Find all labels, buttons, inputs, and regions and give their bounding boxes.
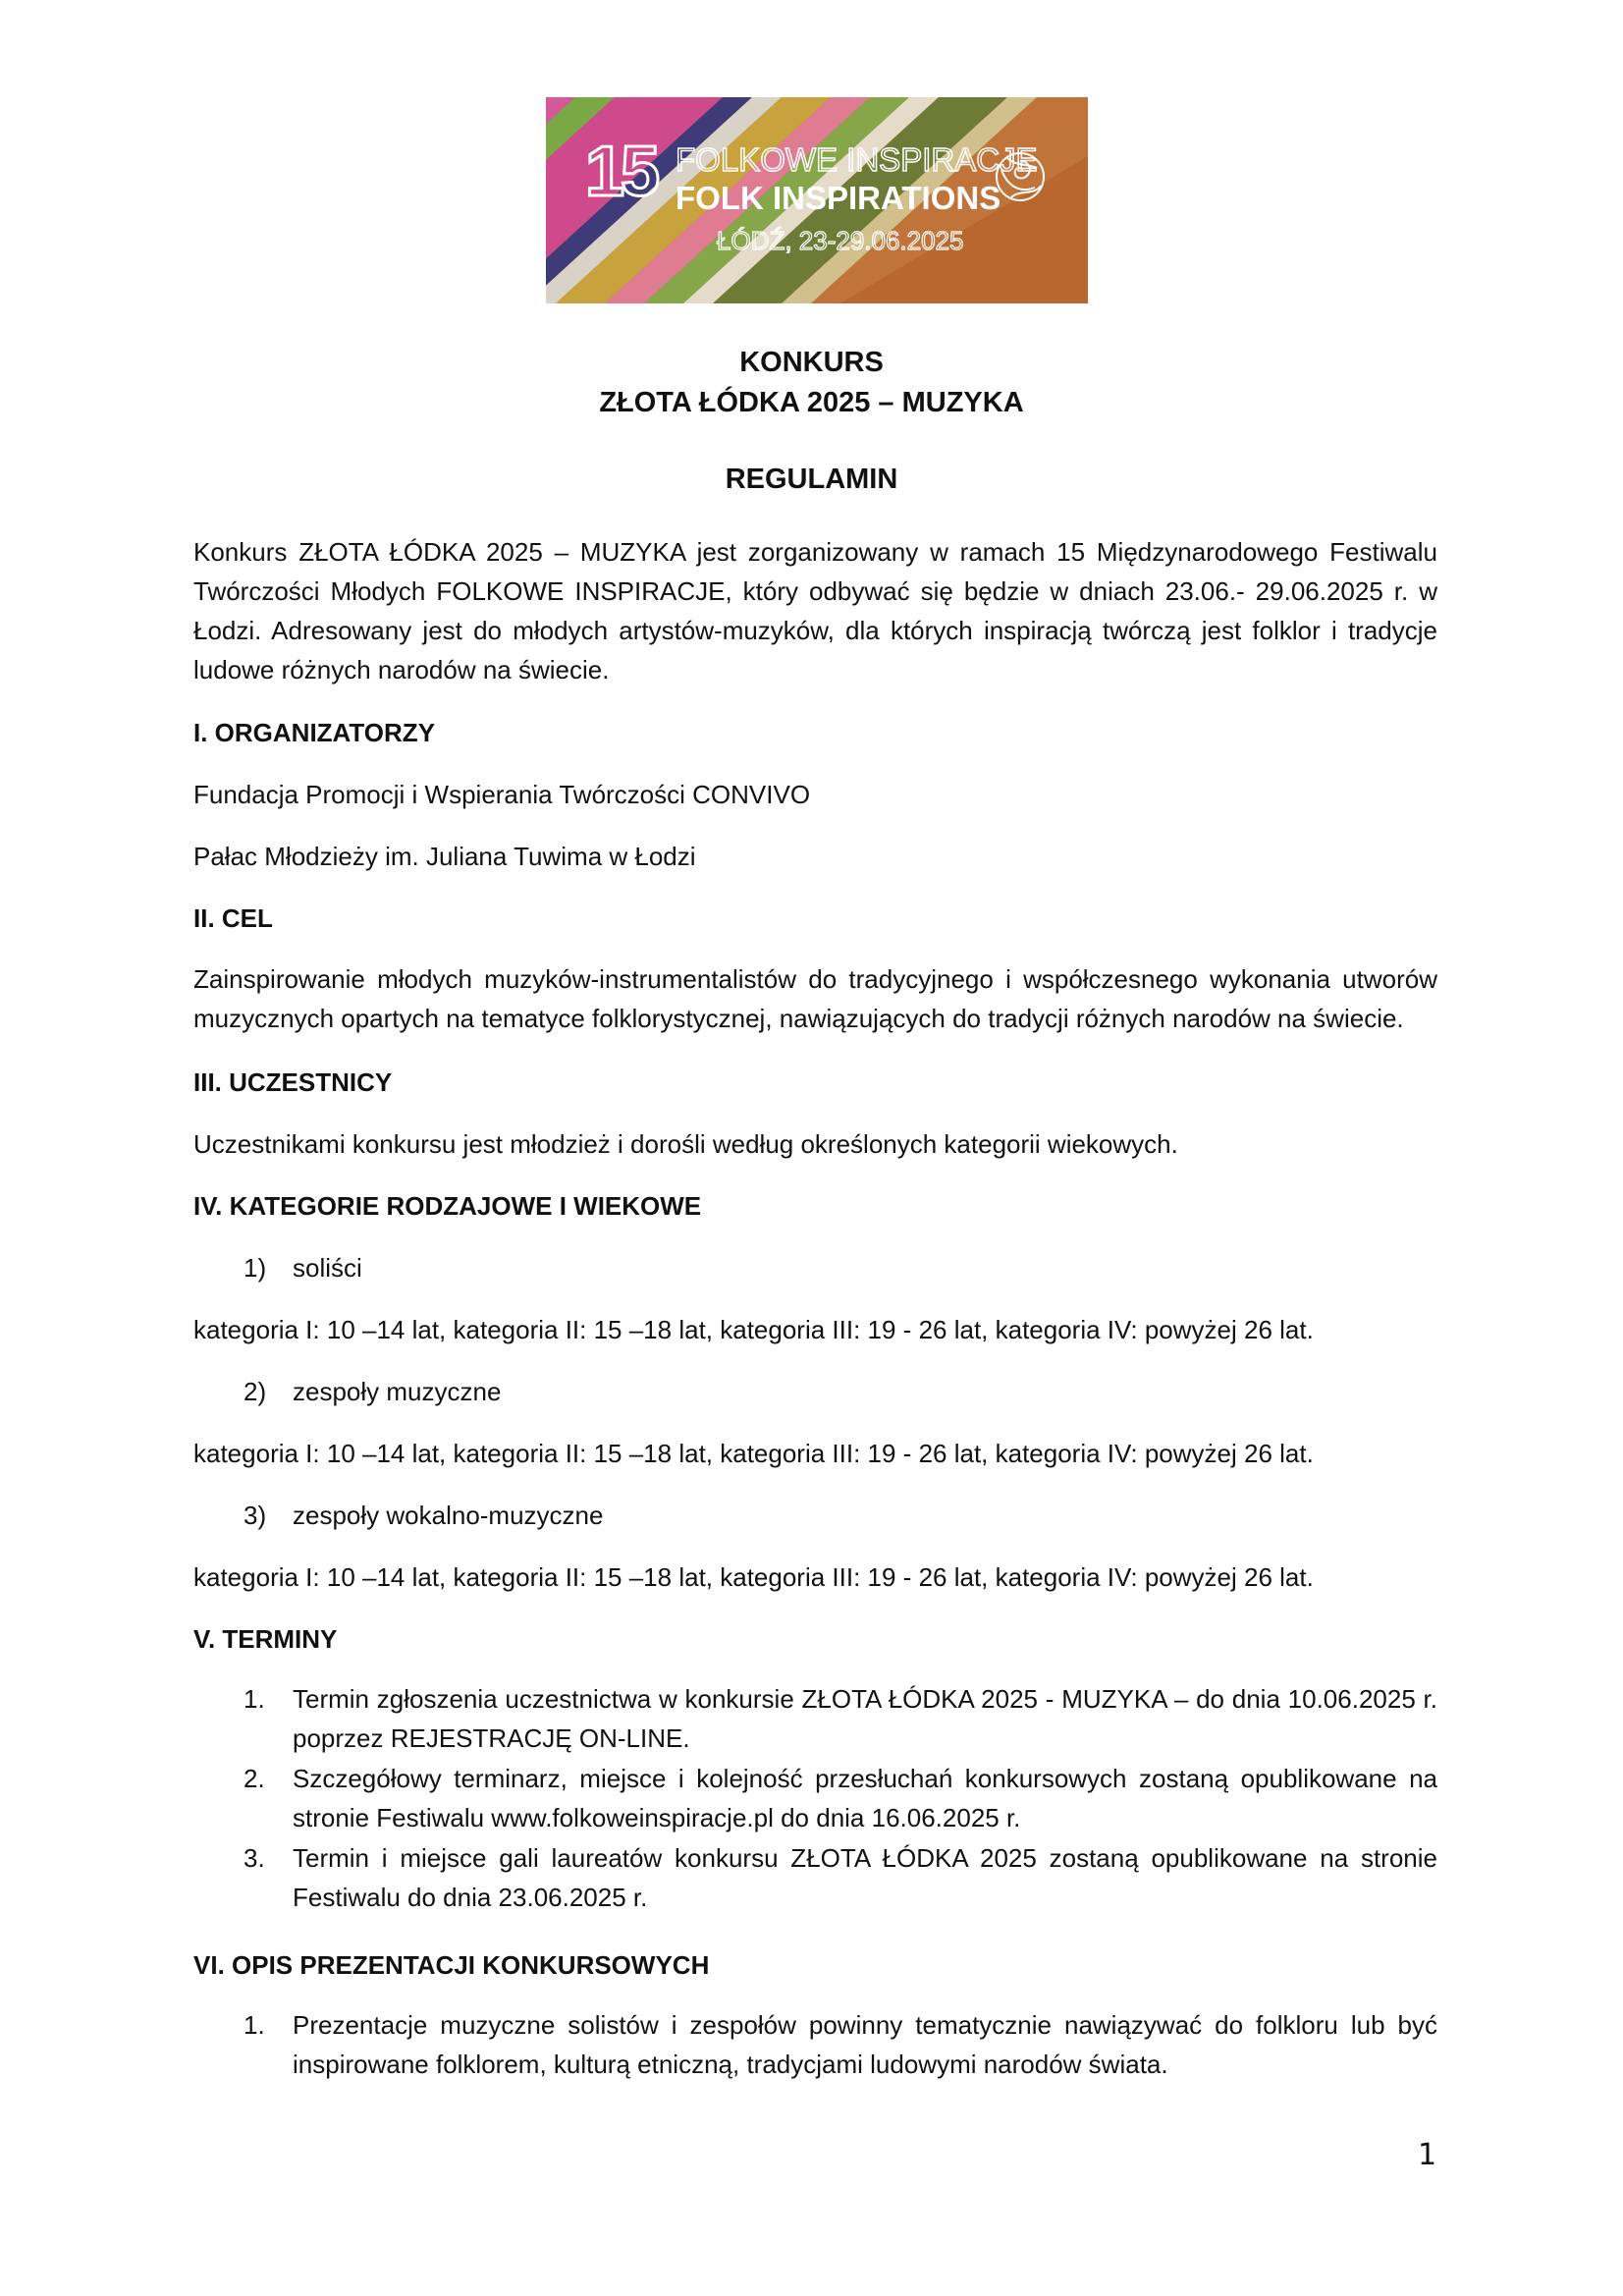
banner-number: 15 (585, 133, 657, 211)
category-ages: kategoria I: 10 –14 lat, kategoria II: 15 –18 lat, kategoria III: 19 - 26 lat, kategoria IV: powyżej 26 lat. (193, 1315, 1314, 1344)
doc-title-konkurs: KONKURS (739, 347, 884, 378)
heading-participants: III. UCZESTNICY (193, 1067, 393, 1097)
presentation-item (243, 2005, 1437, 2084)
presentation-text: Prezentacje muzyczne solistów i zespołów powinny tematycznie nawiązywać do folkloru lub być inspirowane folklorem, kulturą etniczną, tradycjami ludowymi narodów świata. (293, 2010, 1437, 2079)
category-item (243, 1503, 603, 1528)
terms-item (243, 1679, 1437, 1758)
list-number: 3) (243, 1501, 267, 1530)
intro-paragraph: Konkurs ZŁOTA ŁÓDKA 2025 – MUZYKA jest zorganizowany w ramach 15 Międzynarodowego Festiwalu Twórczości Młodych FOLKOWE INSPIRACJE, który odbywać się będzie w dniach 23.06.- 29.06.2025 r. w Łodzi. Adresowany jest do młodych artystów-muzyków, dla których inspiracją twórczą jest folklor i tradycje ludowe różnych narodów na świecie. (193, 537, 1437, 684)
list-number: 1. (243, 2010, 265, 2040)
doc-title-contest: ZŁOTA ŁÓDKA 2025 – MUZYKA (599, 387, 1024, 418)
banner-title-en: FOLK INSPIRATIONS (676, 180, 1001, 216)
organizer-1: Fundacja Promocji i Wspierania Twórczości CONVIVO (193, 780, 811, 809)
rose-icon (990, 146, 1051, 207)
list-number: 1. (243, 1684, 265, 1714)
terms-text: Termin i miejsce gali laureatów konkursu ZŁOTA ŁÓDKA 2025 zostaną opublikowane na stronie Festiwalu do dnia 23.06.2025 r. (293, 1843, 1437, 1912)
category-item (243, 1379, 501, 1404)
heading-goal: II. CEL (193, 903, 273, 933)
category-label: zespoły muzyczne (293, 1377, 502, 1406)
category-label: soliści (293, 1253, 362, 1283)
heading-categories: IV. KATEGORIE RODZAJOWE I WIEKOWE (193, 1191, 702, 1221)
doc-title-regulamin: REGULAMIN (725, 464, 898, 495)
list-number: 2) (243, 1377, 267, 1406)
heading-organizers: I. ORGANIZATORZY (193, 718, 436, 747)
terms-text: Szczegółowy terminarz, miejsce i kolejność przesłuchań konkursowych zostaną opublikowane na stronie Festiwalu www.folkoweinspiracje.pl do dnia 16.06.2025 r. (293, 1764, 1437, 1832)
category-ages: kategoria I: 10 –14 lat, kategoria II: 15 –18 lat, kategoria III: 19 - 26 lat, kategoria IV: powyżej 26 lat. (193, 1562, 1314, 1592)
category-label: zespoły wokalno-muzyczne (293, 1501, 604, 1530)
heading-terms: V. TERMINY (193, 1624, 338, 1654)
page-number: 1 (1418, 2138, 1437, 2172)
participants-text: Uczestnikami konkursu jest młodzież i dorośli według określonych kategorii wiekowych. (193, 1129, 1178, 1159)
banner-title-pl: FOLKOWE INSPIRACJE (676, 141, 1038, 178)
list-number: 2. (243, 1764, 265, 1793)
heading-presentation: VI. OPIS PREZENTACJI KONKURSOWYCH (193, 1950, 710, 1980)
list-number: 1) (243, 1253, 267, 1283)
terms-item (243, 1759, 1437, 1837)
festival-banner (546, 97, 1088, 303)
banner-dates: ŁÓDŹ, 23-29.06.2025 (717, 226, 964, 255)
goal-paragraph: Zainspirowanie młodych muzyków-instrumentalistów do tradycyjnego i współczesnego wykonania utworów muzycznych opartych na tematyce folklorystycznej, nawiązujących do tradycji różnych narodów na świecie. (193, 964, 1437, 1033)
category-item (243, 1255, 362, 1281)
terms-item (243, 1838, 1437, 1917)
terms-text: Termin zgłoszenia uczestnictwa w konkursie ZŁOTA ŁÓDKA 2025 - MUZYKA – do dnia 10.06.2025 r. poprzez REJESTRACJĘ ON-LINE. (293, 1684, 1437, 1753)
organizer-2: Pałac Młodzieży im. Juliana Tuwima w Łodzi (193, 842, 696, 871)
category-ages: kategoria I: 10 –14 lat, kategoria II: 15 –18 lat, kategoria III: 19 - 26 lat, kategoria IV: powyżej 26 lat. (193, 1439, 1314, 1468)
list-number: 3. (243, 1843, 265, 1873)
